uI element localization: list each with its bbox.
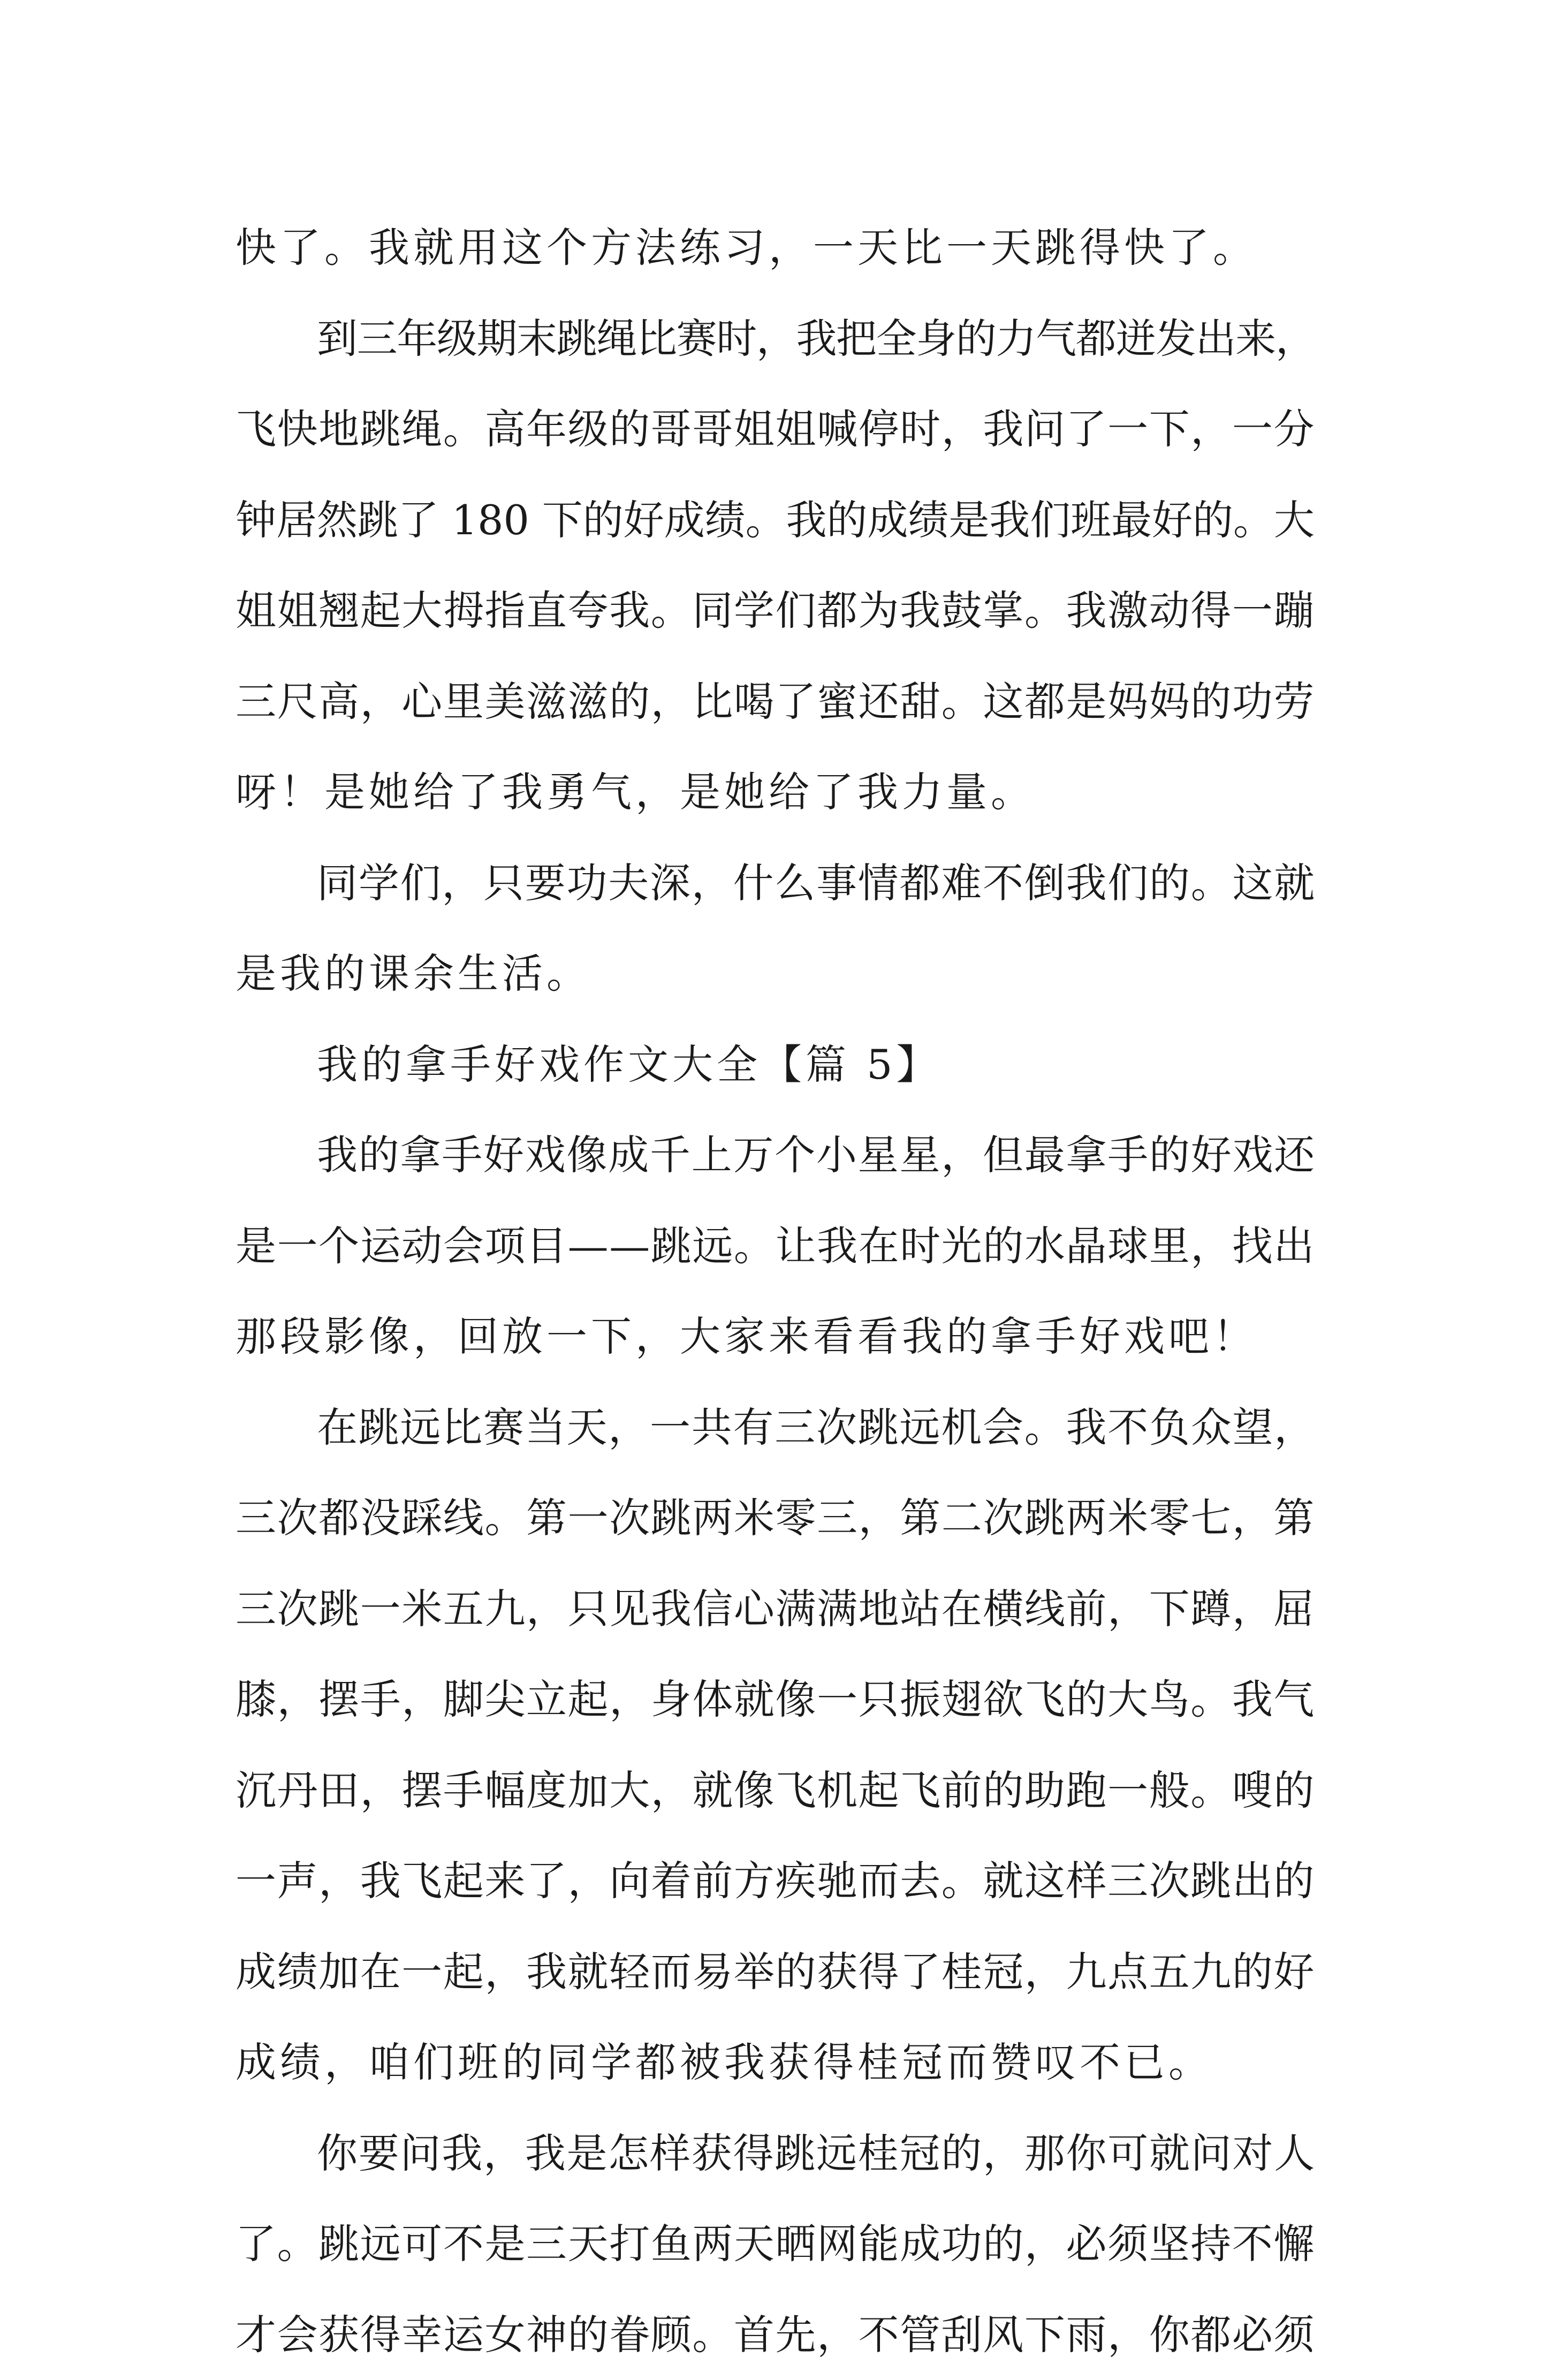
text-line: 三次跳一米五九，只见我信心满满地站在横线前，下蹲，屈 xyxy=(236,1564,1322,1655)
text-line: 才会获得幸运女神的眷顾。首先，不管刮风下雨，你都必须 xyxy=(236,2290,1322,2380)
document-body xyxy=(236,202,1322,2380)
text-line: 一声，我飞起来了，向着前方疾驰而去。就这样三次跳出的 xyxy=(236,1836,1322,1927)
text-line: 飞快地跳绳。高年级的哥哥姐姐喊停时，我问了一下，一分 xyxy=(236,384,1322,475)
text-line: 沉丹田，摆手幅度加大，就像飞机起飞前的助跑一般。嗖的 xyxy=(236,1745,1322,1836)
text-line: 到三年级期末跳绳比赛时，我把全身的力气都迸发出来， xyxy=(236,293,1322,384)
text-line: 成绩，咱们班的同学都被我获得桂冠而赞叹不已。 xyxy=(236,2017,1322,2108)
text-line: 成绩加在一起，我就轻而易举的获得了桂冠，九点五九的好 xyxy=(236,1927,1322,2018)
text-line: 膝，摆手，脚尖立起，身体就像一只振翅欲飞的大鸟。我气 xyxy=(236,1654,1322,1745)
text-line: 那段影像，回放一下，大家来看看我的拿手好戏吧！ xyxy=(236,1291,1322,1382)
text-line: 三次都没踩线。第一次跳两米零三，第二次跳两米零七，第 xyxy=(236,1473,1322,1564)
text-line: 在跳远比赛当天，一共有三次跳远机会。我不负众望， xyxy=(236,1382,1322,1473)
text-line: 三尺高，心里美滋滋的，比喝了蜜还甜。这都是妈妈的功劳 xyxy=(236,656,1322,747)
text-line: 我的拿手好戏像成千上万个小星星，但最拿手的好戏还 xyxy=(236,1110,1322,1201)
text-line: 同学们，只要功夫深，什么事情都难不倒我们的。这就 xyxy=(236,838,1322,929)
text-line: 了。跳远可不是三天打鱼两天晒网能成功的，必须坚持不懈 xyxy=(236,2199,1322,2290)
text-line: 你要问我，我是怎样获得跳远桂冠的，那你可就问对人 xyxy=(236,2108,1322,2199)
text-line: 是我的课余生活。 xyxy=(236,928,1322,1019)
text-line: 是一个运动会项目——跳远。让我在时光的水晶球里，找出 xyxy=(236,1201,1322,1292)
text-line: 快了。我就用这个方法练习，一天比一天跳得快了。 xyxy=(236,202,1322,293)
section-heading: 我的拿手好戏作文大全【篇 5】 xyxy=(236,1019,1322,1110)
text-line: 姐姐翘起大拇指直夸我。同学们都为我鼓掌。我激动得一蹦 xyxy=(236,565,1322,656)
text-line: 呀！是她给了我勇气，是她给了我力量。 xyxy=(236,747,1322,838)
text-line: 钟居然跳了 180 下的好成绩。我的成绩是我们班最好的。大 xyxy=(236,475,1322,566)
